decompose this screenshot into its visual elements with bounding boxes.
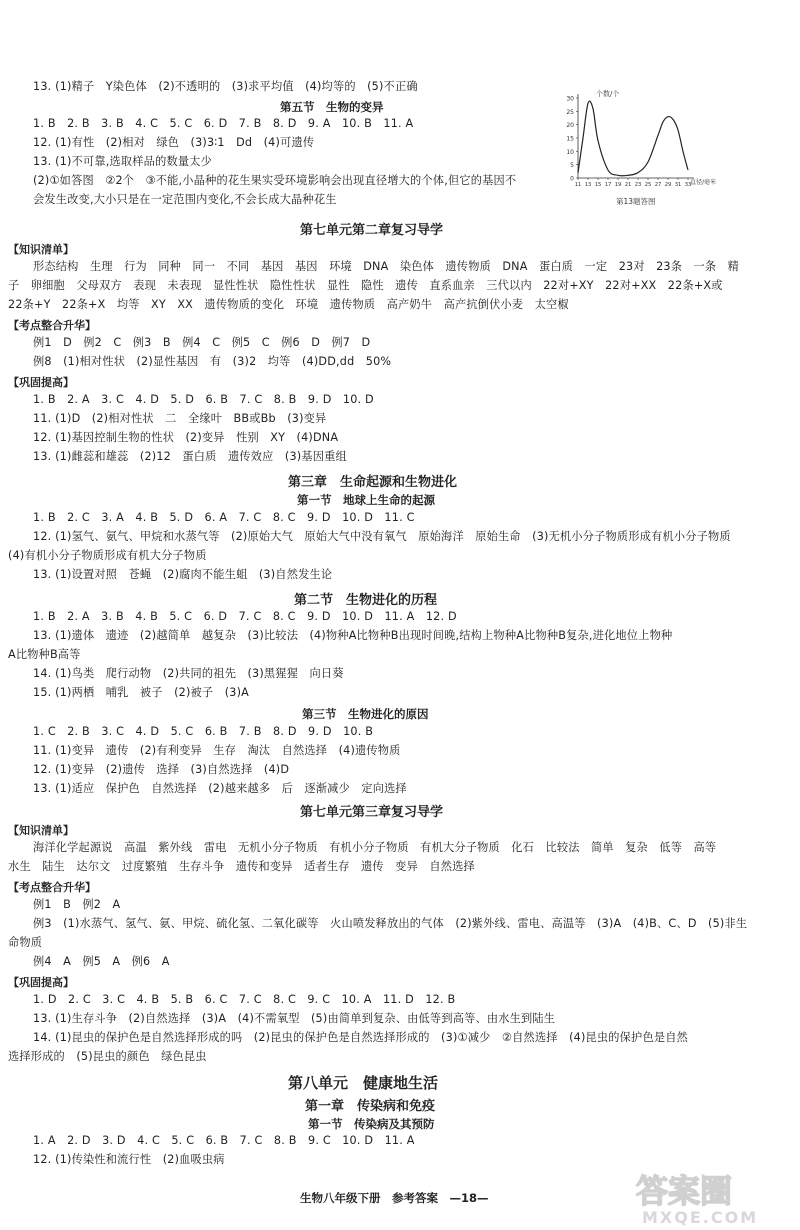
answer-line: 会发生改变,大小只是在一定范围内变化,不会长成大晶种花生 <box>33 193 337 206</box>
series-line <box>578 101 688 176</box>
y-tick-label: 0 <box>570 175 574 183</box>
y-tick-label: 30 <box>566 95 574 103</box>
x-tick-label: 31 <box>674 182 682 188</box>
answer-line: 1. A 2. D 3. D 4. C 5. C 6. B 7. C 8. B 9. C 10. D 11. A <box>33 1134 415 1147</box>
block-tag: 【知识清单】 <box>8 824 74 837</box>
block-tag: 【考点整合升华】 <box>8 881 96 894</box>
x-tick-label: 29 <box>664 182 672 188</box>
y-tick-label: 10 <box>566 148 574 156</box>
block-tag: 【巩固提高】 <box>8 376 74 389</box>
answer-line: 12. (1)有性 (2)相对 绿色 (3)3∶1 Dd (4)可遗传 <box>33 136 315 149</box>
answer-line: 1. C 2. B 3. C 4. D 5. C 6. B 7. B 8. D 9. D 10. B <box>33 725 374 738</box>
section-heading: 第一节 地球上生命的起源 <box>297 493 435 507</box>
answer-line: 13. (1)适应 保护色 自然选择 (2)越来越多 后 逐渐减少 定向选择 <box>33 782 407 795</box>
answer-line: 11. (1)变异 遗传 (2)有利变异 生存 淘汰 自然选择 (4)遗传物质 <box>33 744 401 757</box>
answer-line: 12. (1)氢气、氨气、甲烷和水蒸气等 (2)原始大气 原始大气中没有氧气 原始海洋 原始生命 (3)无机小分子物质形成有机小分子物质 <box>33 530 731 543</box>
x-tick-label: 27 <box>654 182 662 188</box>
x-tick-label: 33 <box>684 182 692 188</box>
answer-line: 形态结构 生理 行为 同种 同一 不同 基因 基因 环境 DNA 染色体 遗传物质 DNA 蛋白质 一定 23对 23条 一条 精 <box>33 260 740 273</box>
answer-line: 15. (1)两栖 哺乳 被子 (2)被子 (3)A <box>33 686 249 699</box>
chapter-heading: 第三章 生命起源和生物进化 <box>288 475 458 490</box>
x-tick-label: 17 <box>604 182 612 188</box>
answer-line: 1. B 2. A 3. B 4. B 5. C 6. D 7. C 8. C 9. D 10. D 11. A 12. D <box>33 610 457 623</box>
answer-line: (2)①如答图 ②2个 ③不能,小晶种的花生果实受环境影响会出现直径增大的个体,但它的基因不 <box>33 174 517 187</box>
answer-line: A比物种B高等 <box>8 648 81 661</box>
answer-line: 13. (1)雌蕊和雄蕊 (2)12 蛋白质 遗传效应 (3)基因重组 <box>33 450 347 463</box>
answer-line: 14. (1)鸟类 爬行动物 (2)共同的祖先 (3)黑猩猩 向日葵 <box>33 667 344 680</box>
block-tag: 【巩固提高】 <box>8 976 74 989</box>
unit-heading: 第七单元第三章复习导学 <box>300 805 444 820</box>
unit-heading: 第七单元第二章复习导学 <box>300 223 444 238</box>
x-tick-label: 13 <box>584 182 592 188</box>
answer-line: 例3 (1)水蒸气、氢气、氨、甲烷、硫化氢、二氧化碳等 火山喷发释放出的气体 (2)紫外线、雷电、高温等 (3)A (4)B、C、D (5)非生 <box>33 917 748 930</box>
answer-line: 12. (1)基因控制生物的性状 (2)变异 性别 XY (4)DNA <box>33 431 339 444</box>
x-tick-label: 21 <box>624 182 632 188</box>
answer-line: 13. (1)生存斗争 (2)自然选择 (3)A (4)不需氧型 (5)由简单到复杂、由低等到高等、由水生到陆生 <box>33 1012 556 1025</box>
answer-line: (4)有机小分子物质形成有机大分子物质 <box>8 549 207 562</box>
watermark-title: 答案圈 <box>636 1172 733 1210</box>
answer-line: 命物质 <box>8 936 43 949</box>
watermark-url: MXQE.COM <box>642 1208 759 1227</box>
y-axis-label: 个数/个 <box>596 90 620 98</box>
answer-line: 1. D 2. C 3. C 4. B 5. B 6. C 7. C 8. C 9. C 10. A 11. D 12. B <box>33 993 456 1006</box>
answer-line: 1. B 2. A 3. C 4. D 5. D 6. B 7. C 8. B 9. D 10. D <box>33 393 374 406</box>
y-tick-label: 20 <box>566 122 574 130</box>
chapter-heading: 第一章 传染病和免疫 <box>305 1099 436 1114</box>
answer-line: 1. B 2. C 3. A 4. B 5. D 6. A 7. C 8. C 9. D 10. D 11. C <box>33 511 415 524</box>
section-heading: 第五节 生物的变异 <box>280 100 384 114</box>
x-axis-label: 直径/毫米 <box>690 179 717 186</box>
answer-line: 子 卵细胞 父母双方 表现 未表现 显性性状 隐性性状 显性 隐性 遗传 直系血亲 三代以内 22对+XY 22对+XX 22条+X或 <box>8 279 723 292</box>
block-tag: 【考点整合升华】 <box>8 319 96 332</box>
answer-line: 选择形成的 (5)昆虫的颜色 绿色昆虫 <box>8 1050 207 1063</box>
x-tick-label: 15 <box>594 182 602 188</box>
x-tick-label: 11 <box>574 182 582 188</box>
section-heading: 第二节 生物进化的历程 <box>294 593 438 608</box>
answer-line: 12. (1)变异 (2)遗传 选择 (3)自然选择 (4)D <box>33 763 290 776</box>
answer-line: 水生 陆生 达尔文 过度繁殖 生存斗争 遗传和变异 适者生存 遗传 变异 自然选择 <box>8 860 475 873</box>
answer-line: 1. B 2. B 3. B 4. C 5. C 6. D 7. B 8. D 9. A 10. B 11. A <box>33 117 414 130</box>
unit-heading: 第八单元 健康地生活 <box>288 1074 439 1092</box>
answer-line: 例1 B 例2 A <box>33 898 121 911</box>
x-tick-label: 19 <box>614 182 622 188</box>
answer-line: 例4 A 例5 A 例6 A <box>33 955 170 968</box>
block-tag: 【知识清单】 <box>8 243 74 256</box>
answer-line: 22条+Y 22条+X 均等 XY XX 遗传物质的变化 环境 遗传物质 高产奶牛 高产抗倒伏小麦 太空椒 <box>8 298 569 311</box>
answer-line: 例1 D 例2 C 例3 B 例4 C 例5 C 例6 D 例7 D <box>33 336 371 349</box>
answer-line: 例8 (1)相对性状 (2)显性基因 有 (3)2 均等 (4)DD,dd 50% <box>33 355 392 368</box>
x-tick-label: 23 <box>634 182 642 188</box>
answer-line: 13. (1)不可靠,选取样品的数量太少 <box>33 155 213 168</box>
y-tick-label: 15 <box>566 135 574 143</box>
section-heading: 第三节 生物进化的原因 <box>302 707 429 721</box>
y-tick-label: 5 <box>570 162 574 170</box>
section-heading: 第一节 传染病及其预防 <box>308 1117 435 1131</box>
y-tick-label: 25 <box>566 108 574 116</box>
answer-line: 12. (1)传染性和流行性 (2)血吸虫病 <box>33 1153 225 1166</box>
diameter-count-chart <box>556 86 717 208</box>
watermark-logo <box>632 1168 792 1228</box>
chart-caption: 第13题答图 <box>616 197 656 206</box>
answer-line: 海洋化学起源说 高温 紫外线 雷电 无机小分子物质 有机小分子物质 有机大分子物质 化石 比较法 简单 复杂 低等 高等 <box>33 841 717 854</box>
answer-line: 13. (1)遗体 遗迹 (2)越简单 越复杂 (3)比较法 (4)物种A比物种B出现时间晚,结构上物种A比物种B复杂,进化地位上物种 <box>33 629 673 642</box>
x-tick-label: 25 <box>644 182 652 188</box>
answer-line: 11. (1)D (2)相对性状 二 全缘叶 BB或Bb (3)变异 <box>33 412 327 425</box>
answer-line: 13. (1)设置对照 苍蝇 (2)腐肉不能生蛆 (3)自然发生论 <box>33 568 333 581</box>
answer-line: 13. (1)精子 Y染色体 (2)不透明的 (3)求平均值 (4)均等的 (5)不正确 <box>33 80 418 93</box>
answer-line: 14. (1)昆虫的保护色是自然选择形成的吗 (2)昆虫的保护色是自然选择形成的 (3)①减少 ②自然选择 (4)昆虫的保护色是自然 <box>33 1031 688 1044</box>
page-footer: 生物八年级下册 参考答案 —18— <box>300 1191 489 1205</box>
